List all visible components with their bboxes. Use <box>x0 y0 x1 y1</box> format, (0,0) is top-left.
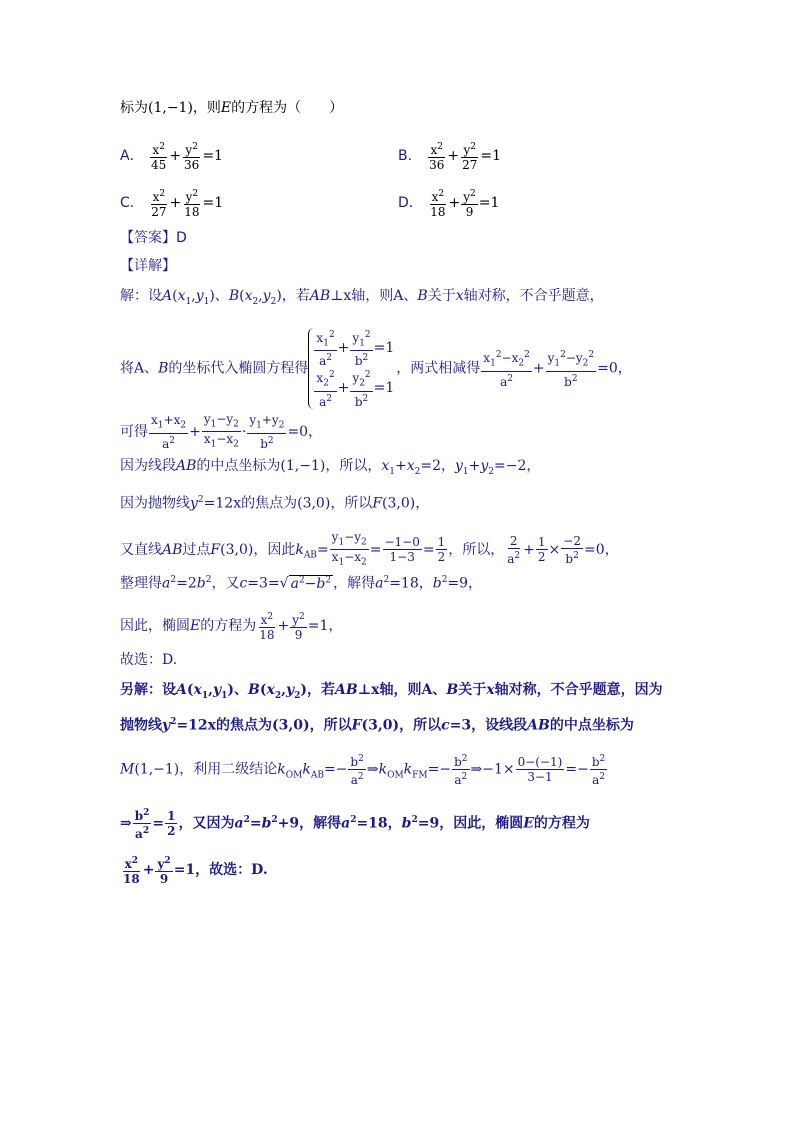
solution-line-1: 解：设$A(x_1,y_1)$、$B(x_2,y_2)$，若AB⊥x轴，则A、B关于x轴对称，不合乎题意， <box>120 288 604 307</box>
solution-line-6: 又直线AB过点F(3,0)，因此$k_{AB}=$ $\frac{y_1-y_2}{x_1-x_2}$ = $\frac{-1-0}{1-3}$ = $\frac{1}{2}$ ，所以， $\frac{2}{a^2}$ + $\frac{1}{2}$ × $\frac{-2}{b^2}$ =0， <box>120 530 619 568</box>
alt-line-4: ⇒ $\frac{b^2}{a^2}$ = $\frac{1}{2}$ ，又因为$a^2=b^2+9$，解得$a^2=18$，$b^2=9$，因此，椭圆E的方程为 <box>120 808 590 841</box>
alt-line-1: 另解：设$A(x_1,y_1)$、$B(x_2,y_2)$，若AB⊥x轴，则A、B关于x轴对称，不合乎题意，因为 <box>120 682 663 701</box>
solution-line-9: 故选：D. <box>120 652 178 668</box>
option-b: B． $\frac{x^2}{36}$ + $\frac{y^2}{27}$ =1 <box>398 142 501 172</box>
option-d: D． $\frac{x^2}{18}$ + $\frac{y^2}{9}$ =1 <box>398 189 500 219</box>
solution-line-3: 可得 $\frac{x_1+x_2}{a^2}$ + $\frac{y_1-y_2}{x_1-x_2}$ · $\frac{y_1+y_2}{b^2}$ =0， <box>120 412 323 451</box>
detail-heading: 【详解】 <box>120 258 176 274</box>
solution-line-5: 因为抛物线$y^2=12x$的焦点为(3,0)，所以F(3,0)， <box>120 495 430 512</box>
solution-line-8: 因此，椭圆E的方程为 $\frac{x^2}{18}$ + $\frac{y^2}{9}$ =1， <box>120 612 343 642</box>
alt-line-2: 抛物线$y^2=12x$的焦点为(3,0)，所以F(3,0)，所以c=3，设线段AB的中点坐标为 <box>120 717 634 734</box>
alt-line-3: M(1,−1)，利用二级结论$k_{OM}k_{AB}=-$ $\frac{b^2}{a^2}$ $\Rightarrow k_{OM}k_{FM}=-$ $\frac{b^2}{a^2}$ ⇒−1× $\frac{0-(-1)}{3-1}$ =− $\frac{b^2}{a^2}$ <box>120 754 606 787</box>
option-c: C． $\frac{x^2}{27}$ + $\frac{y^2}{18}$ =1 <box>120 189 224 219</box>
solution-line-4: 因为线段AB的中点坐标为(1,−1)，所以，$x_1+x_2=2$，$y_1+y_2=-2$， <box>120 458 541 477</box>
question-stem-tail: 标为(1,−1)，则E的方程为（ ） <box>120 100 344 116</box>
solution-line-7: 整理得$a^2=2b^2$，又c=3=√ $a^2-b^2$ ，解得$a^2=18$，$b^2=9$， <box>120 575 483 592</box>
answer-heading: 【答案】D <box>120 230 187 246</box>
option-a: A． $\frac{x^2}{45}$ + $\frac{y^2}{36}$ =1 <box>120 142 223 172</box>
solution-line-2: 将A、B的坐标代入椭圆方程得 $\frac{x_1^2}{a^2}$ + $\frac{y_1^2}{b^2}$ =1 $\frac{x_2^2}{a^2}$ + $\frac{y_2^2}{b^2}$ =1 ，两式相减得 $\frac{x_1^2-x_2^2}{a^2}$ + $\frac{y_1^2-y_2^2}{b^2}$ =0， <box>120 330 632 409</box>
alt-line-5: $\frac{x^2}{18}$ + $\frac{y^2}{9}$ =1，故选：D. <box>123 856 268 886</box>
